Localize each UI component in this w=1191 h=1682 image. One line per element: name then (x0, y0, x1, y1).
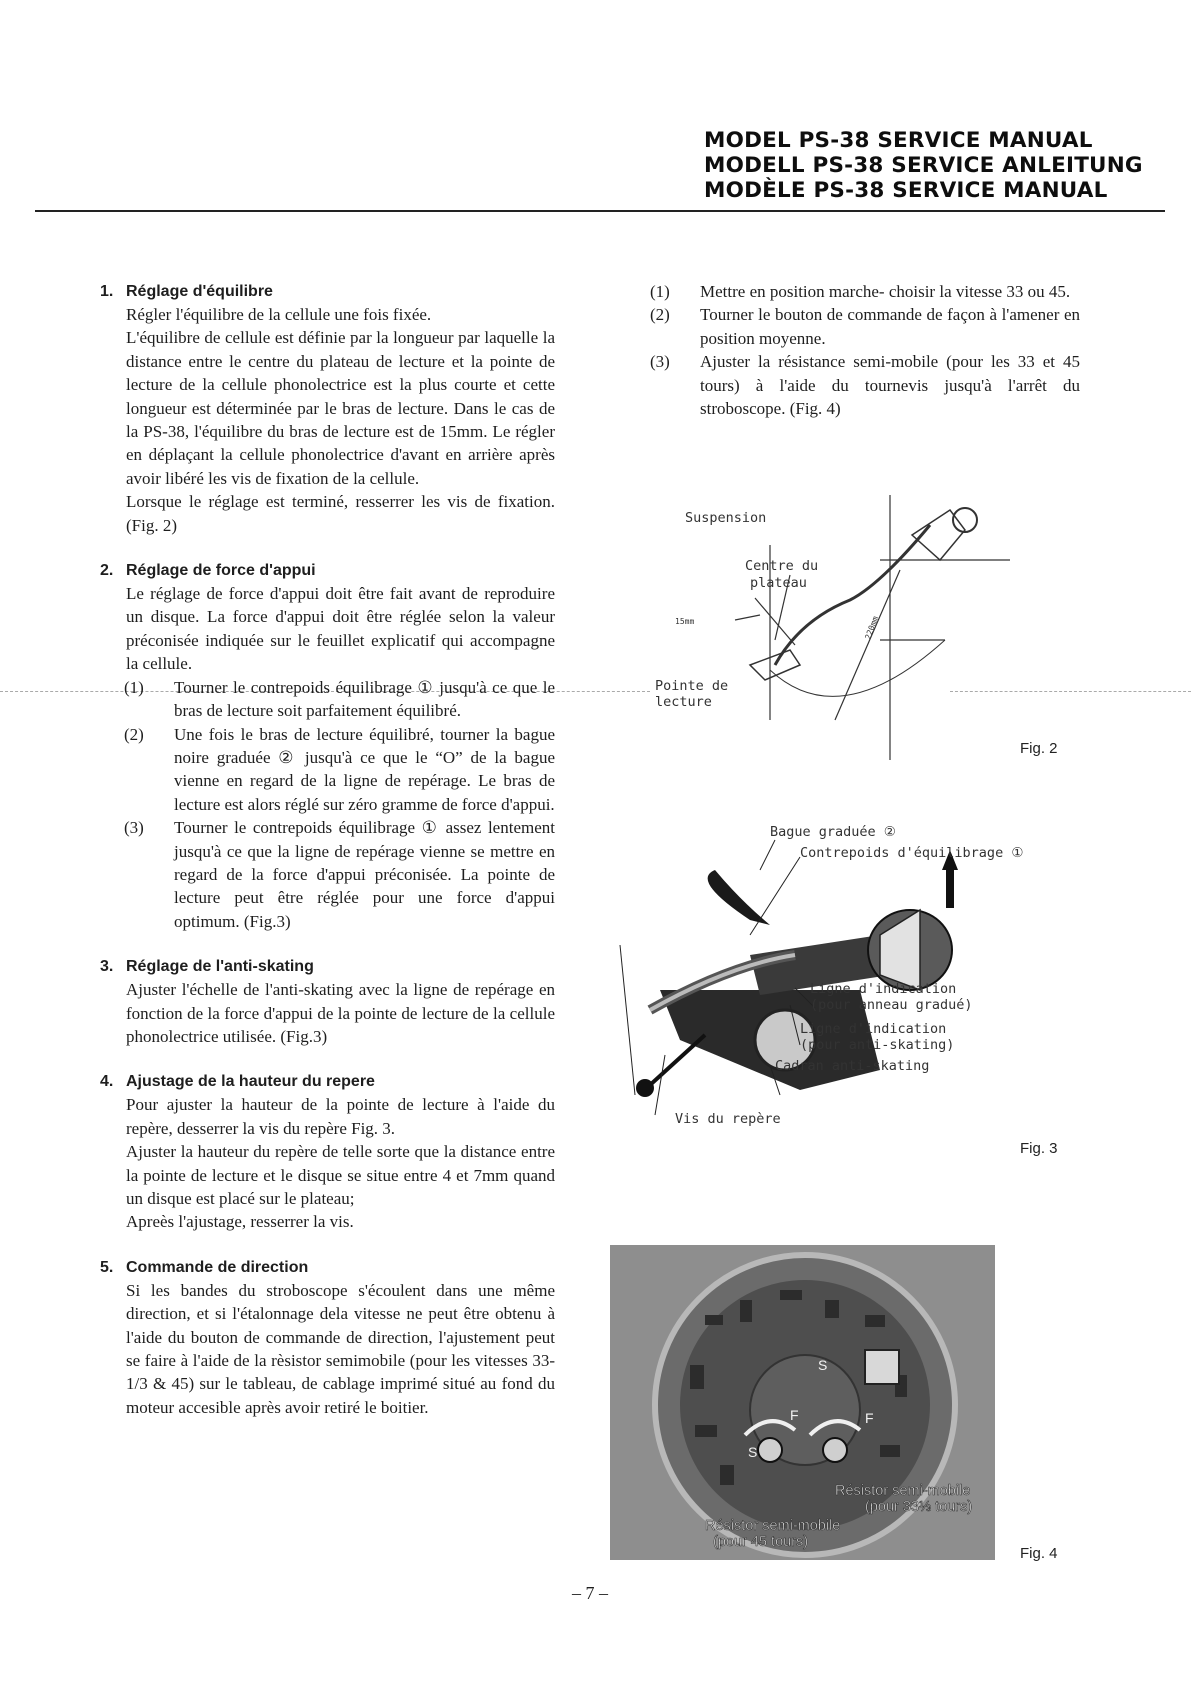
label-r33-b: (pour 33⅓ tours) (865, 1499, 973, 1515)
step-item: (2) Tourner le bouton de commande de façon à l'amener en position moyenne. (650, 305, 1080, 348)
label-dim-220: 220mm (863, 614, 881, 641)
mark-s-left: S (748, 1444, 758, 1460)
right-column (650, 280, 1080, 420)
section-force-appui (100, 559, 555, 933)
label-dim-15: 15mm (675, 617, 695, 626)
trimmer-45 (758, 1438, 782, 1462)
direction-arrow-shaft (946, 868, 954, 908)
step-item: (3) Tourner le contrepoids équilibrage ① assez lentement jusqu'à ce que la ligne de repérage vienne se mettre en regard de la force d'appui préconisée. La pointe de lecture peut être réglée pour une force d'appui optimum. (Fig.3) (124, 818, 555, 931)
fig2-diagram (655, 490, 1020, 770)
label-r45-b: (pour 45 tours) (713, 1534, 809, 1550)
fig3-photo (620, 824, 1090, 1140)
mark-f-right: F (865, 1410, 874, 1426)
paragraph: Apreès l'ajustage, resserrer la vis. (126, 1212, 354, 1232)
tonearm-tube (775, 525, 930, 665)
label-centre-1: Centre du (745, 558, 819, 574)
page-number: – 7 – (572, 1583, 608, 1603)
fig4-photo (610, 1245, 995, 1560)
label-centre-2: plateau (750, 575, 807, 591)
section-heading: 1. Réglage d'équilibre (100, 283, 273, 300)
label-vis: Vis du repère (675, 1111, 781, 1127)
arm-rest (708, 870, 770, 925)
section-heading: 5. Commande de direction (100, 1258, 309, 1276)
left-column (100, 280, 555, 1441)
paragraph: Ajuster l'échelle de l'anti-skating avec la ligne de repérage en fonction de la force d'appui de la pointe de lecture de la cellule phonolectrice utilisée. (Fig.3) (126, 980, 555, 1046)
label-ligne1-a: Ligne d'indication (810, 981, 957, 997)
label-contrepoids: Contrepoids d'équilibrage ① (800, 845, 1024, 861)
label-cadran: Cadran anti-skating (775, 1058, 930, 1074)
header-line-en: MODEL PS-38 SERVICE MANUAL (704, 128, 1093, 153)
paragraph: L'équilibre de cellule est définie par la longueur par laquelle la distance entre le centre du plateau de lecture et la pointe de lecture de la cellule phonolectrice est la plus courte et cette longueur est déterminée par le bras de lecture. Dans le cas de la PS-38, l'équilibre du bras de lecture est de 15mm. Le régler en déplaçant la cellule phonolectrice d'avant en arrière après avoir libéré les vis de fixation de la cellule. (126, 328, 555, 488)
label-ligne1-b: (pour anneau gradué) (810, 997, 973, 1013)
paragraph: Régler l'équilibre de la cellule une fois fixée. (126, 305, 432, 324)
paragraph: Lorsque le réglage est terminé, resserrer les vis de fixation. (Fig. 2) (126, 492, 555, 535)
dim-15-leader (735, 615, 760, 620)
label-pointe-1: Pointe de (655, 678, 729, 694)
step-list (126, 676, 555, 933)
section-heading: 3. Réglage de l'anti-skating (100, 958, 314, 976)
section-hauteur-repere (100, 1070, 555, 1233)
fig2-caption: Fig. 2 (1020, 740, 1058, 757)
fig4-caption: Fig. 4 (1020, 1545, 1058, 1562)
step-list (650, 280, 1080, 420)
section-heading: 2. Réglage de force d'appui (100, 562, 316, 580)
header-line-fr: MODÈLE PS-38 SERVICE MANUAL (704, 178, 1108, 203)
step-item: (1) Tourner le contrepoids équilibrage ① jusqu'à ce que le bras de lecture soit parfaitement équilibré. (124, 677, 555, 721)
fig3-caption: Fig. 3 (1020, 1140, 1058, 1157)
label-r33-a: Résistor semi-mobile (835, 1483, 971, 1499)
section-heading: 4. Ajustage de la hauteur du repere (100, 1073, 375, 1091)
label-ligne2-a: Ligne d'indication (800, 1021, 947, 1037)
sticker (865, 1350, 899, 1384)
mark-f-left: F (790, 1407, 799, 1423)
label-ligne2-b: (pour anti-skating) (800, 1037, 955, 1053)
label-suspension: Suspension (685, 510, 767, 526)
step-item: (1) Mettre en position marche- choisir la vitesse 33 ou 45. (650, 282, 1071, 301)
paragraph: Si les bandes du stroboscope s'écoulent dans une même direction, et si l'étalonnage dela vitesse ne peut être obtenu à l'aide du bouton de commande de direction, l'ajustement peut se faire à l'aide de la rèsistor semimobile (pour les vitesses 33-1/3 & 45) sur le tableau, de cablage imprimé situé au fond du moteur accesible après avoir retiré le boitier. (126, 1280, 555, 1417)
paragraph: Le réglage de force d'appui doit être fait avant de reproduire un disque. La force d'appui doit être réglée selon la valeur préconisée indiquée sur le feuillet explicatif qui accompagne la cellule. (126, 584, 555, 674)
section-commande-direction (100, 1256, 555, 1419)
lift-lever (650, 1035, 705, 1085)
manual-header (704, 128, 1164, 203)
section-anti-skating (100, 955, 555, 1048)
header-line-de: MODELL PS-38 SERVICE ANLEITUNG (704, 153, 1143, 178)
label-r45-a: Résistor semi-mobile (705, 1518, 841, 1534)
mark-s-right: S (818, 1357, 828, 1373)
step-item: (2) Une fois le bras de lecture équilibré, tourner la bague noire graduée ② jusqu'à ce que le “O” de la bague vienne en regard de la ligne de repérage. Le bras de lecture est alors réglé sur zéro gramme de force d'appui. (124, 724, 555, 814)
header-rule (35, 210, 1165, 212)
label-bague: Bague graduée ② (770, 824, 896, 840)
trimmer-33 (823, 1438, 847, 1462)
section-equilibre (100, 280, 555, 537)
step-item: (3) Ajuster la résistance semi-mobile (pour les 33 et 45 tours) à l'aide du tournevis jusqu'à l'arrêt du stroboscope. (Fig. 4) (650, 352, 1080, 419)
label-pointe-2: lecture (655, 694, 712, 710)
paragraph: Pour ajuster la hauteur de la pointe de lecture à l'aide du repère, desserrer la vis du repère Fig. 3. (126, 1095, 555, 1138)
lift-lever-knob (636, 1079, 654, 1097)
paragraph: Ajuster la hauteur du repère de telle sorte que la distance entre la pointe de lecture et le disque se situe entre 4 et 7mm quand un disque est placé sur le plateau; (126, 1142, 555, 1208)
